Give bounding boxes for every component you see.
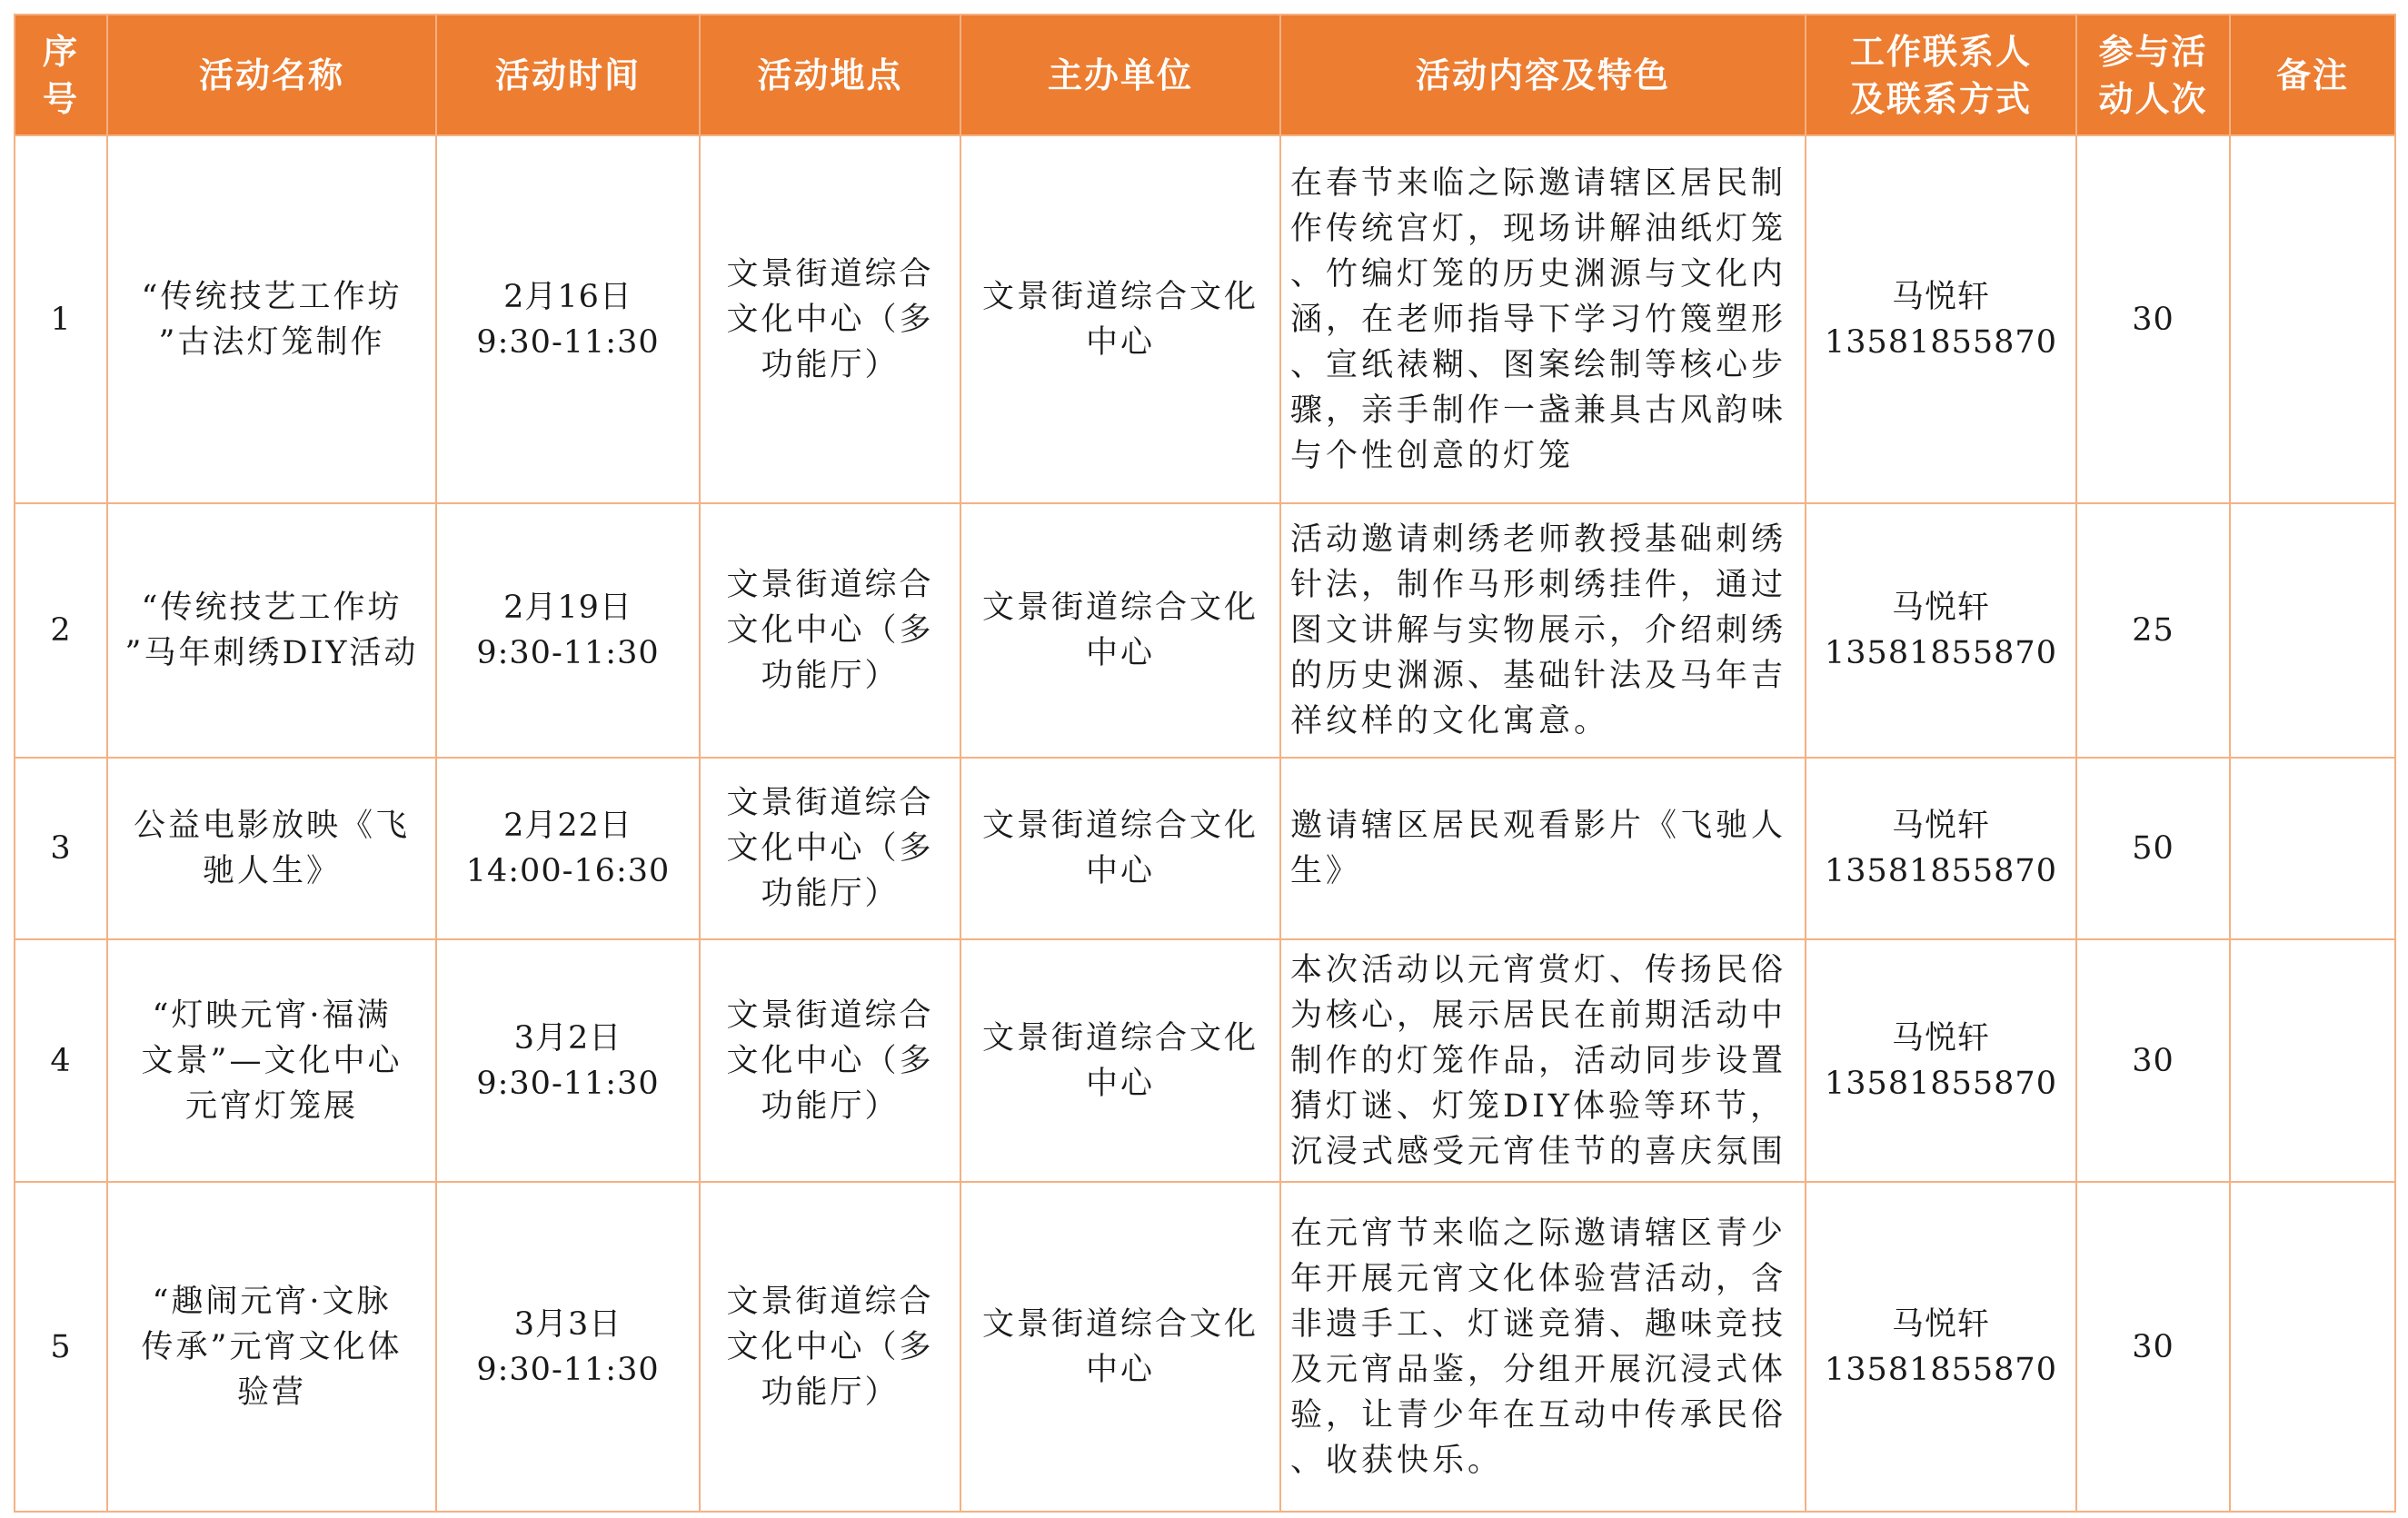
cell-contact-line: 13581855870 — [1825, 1351, 2057, 1388]
cell-activity-content-line: 生》 — [1290, 853, 1362, 889]
cell-organizer-line: 文景街道综合文化 — [981, 808, 1259, 844]
cell-activity-place-line: 文景街道综合 — [726, 997, 934, 1034]
activity-table — [14, 14, 2396, 1513]
cell-activity-name-line: “传统技艺工作坊 — [141, 590, 403, 626]
cell-activity-place-line: 文化中心（多 — [726, 1042, 934, 1079]
table-row — [15, 1182, 2395, 1512]
cell-contact-line: 马悦轩 — [1891, 1019, 1990, 1057]
cell-activity-place-line: 文化中心（多 — [726, 1328, 934, 1365]
cell-seq — [15, 135, 107, 503]
cell-activity-name-line: 验营 — [236, 1374, 306, 1411]
cell-activity-time-line: 14:00-16:30 — [465, 853, 671, 889]
cell-organizer — [960, 939, 1280, 1182]
cell-contact-line: 13581855870 — [1825, 853, 2057, 889]
cell-organizer-line: 文景街道综合文化 — [981, 590, 1259, 626]
activity-table-container — [14, 14, 2396, 1513]
cell-activity-place — [700, 758, 960, 939]
cell-activity-content-line: 作传统宫灯，现场讲解油纸灯笼 — [1290, 210, 1787, 247]
header-place — [700, 15, 960, 135]
cell-contact-line: 13581855870 — [1825, 323, 2057, 361]
cell-organizer-line: 中心 — [1085, 1065, 1155, 1102]
cell-contact — [1806, 758, 2076, 939]
cell-activity-content-line: 、竹编灯笼的历史渊源与文化内 — [1290, 255, 1787, 293]
cell-activity-name — [107, 135, 436, 503]
cell-activity-content — [1280, 135, 1806, 503]
cell-note — [2230, 1182, 2395, 1512]
cell-activity-name-line: “灯映元宵·福满 — [152, 997, 392, 1034]
header-content-text: 活动内容及特色 — [1415, 55, 1670, 95]
cell-activity-place-line: 功能厅） — [761, 1374, 900, 1411]
header-place-text: 活动地点 — [757, 55, 903, 95]
cell-organizer-line: 中心 — [1085, 323, 1155, 361]
header-contact-text: 及联系方式 — [1849, 78, 2032, 119]
cell-contact-line: 马悦轩 — [1891, 278, 1990, 315]
cell-participant-count-text: 30 — [2132, 1328, 2174, 1365]
cell-activity-content-line: 验，让青少年在互动中传承民俗 — [1290, 1396, 1787, 1434]
cell-seq-text: 2 — [50, 612, 72, 649]
cell-activity-place-line: 文景街道综合 — [726, 785, 934, 821]
cell-activity-name — [107, 1182, 436, 1512]
cell-activity-place — [700, 503, 960, 758]
cell-activity-time — [436, 503, 700, 758]
cell-contact-line: 马悦轩 — [1891, 590, 1990, 626]
cell-activity-place-line: 功能厅） — [761, 1087, 900, 1125]
cell-organizer — [960, 1182, 1280, 1512]
cell-activity-place-line: 文化中心（多 — [726, 301, 934, 338]
cell-activity-place-line: 文化中心（多 — [726, 830, 934, 867]
cell-activity-name-line: “趣闹元宵·文脉 — [152, 1283, 392, 1320]
cell-participant-count — [2076, 503, 2230, 758]
cell-participant-count-text: 30 — [2132, 1042, 2174, 1079]
cell-activity-content-line: 在春节来临之际邀请辖区居民制 — [1290, 164, 1787, 202]
cell-activity-time — [436, 758, 700, 939]
cell-note — [2230, 503, 2395, 758]
cell-activity-time-line: 3月3日 — [513, 1305, 622, 1343]
cell-activity-content-line: 为核心，展示居民在前期活动中 — [1290, 997, 1787, 1034]
cell-activity-content-line: 沉浸式感受元宵佳节的喜庆氛围 — [1290, 1133, 1787, 1170]
header-contact — [1806, 15, 2076, 135]
cell-activity-content-line: 在元宵节来临之际邀请辖区青少 — [1290, 1215, 1787, 1252]
header-content — [1280, 15, 1806, 135]
cell-activity-time-line: 3月2日 — [513, 1019, 622, 1057]
cell-activity-name — [107, 758, 436, 939]
cell-activity-time — [436, 939, 700, 1182]
cell-activity-time-line: 2月19日 — [503, 590, 632, 626]
cell-activity-content-line: 与个性创意的灯笼 — [1290, 437, 1575, 474]
cell-activity-content-line: 的历史渊源、基础针法及马年吉 — [1290, 658, 1787, 694]
cell-activity-content-line: 年开展元宵文化体验营活动，含 — [1290, 1260, 1787, 1297]
header-name-text: 活动名称 — [198, 55, 344, 95]
cell-activity-name-line: 文景”—文化中心 — [141, 1042, 403, 1079]
cell-activity-time-line: 2月16日 — [503, 278, 632, 315]
cell-activity-name-line: ”马年刺绣DIY活动 — [124, 635, 419, 671]
table-row — [15, 503, 2395, 758]
cell-activity-name-line: 元宵灯笼展 — [184, 1087, 358, 1125]
cell-activity-time-line: 9:30-11:30 — [476, 323, 660, 361]
header-note — [2230, 15, 2395, 135]
cell-activity-name — [107, 503, 436, 758]
cell-organizer-line: 文景街道综合文化 — [981, 1019, 1259, 1057]
cell-organizer — [960, 503, 1280, 758]
header-time-text: 活动时间 — [494, 55, 641, 95]
cell-seq-text: 3 — [50, 830, 72, 867]
cell-participant-count — [2076, 939, 2230, 1182]
cell-participant-count-text: 25 — [2132, 612, 2174, 649]
cell-note — [2230, 758, 2395, 939]
cell-organizer-line: 文景街道综合文化 — [981, 278, 1259, 315]
cell-contact — [1806, 1182, 2076, 1512]
header-note-text: 备注 — [2275, 55, 2349, 95]
cell-activity-name-line: “传统技艺工作坊 — [141, 278, 403, 315]
cell-activity-content-line: 制作的灯笼作品，活动同步设置 — [1290, 1042, 1787, 1079]
cell-activity-content-line: 及元宵品鉴，分组开展沉浸式体 — [1290, 1351, 1787, 1388]
cell-activity-time-line: 9:30-11:30 — [476, 1065, 660, 1102]
cell-activity-content-line: 骤，亲手制作一盏兼具古风韵味 — [1290, 392, 1787, 429]
cell-contact — [1806, 939, 2076, 1182]
header-time — [436, 15, 700, 135]
table-row — [15, 939, 2395, 1182]
cell-activity-time-line: 9:30-11:30 — [476, 1351, 660, 1388]
cell-contact-line: 13581855870 — [1825, 635, 2057, 671]
table-header-row — [15, 15, 2395, 135]
cell-contact-line: 马悦轩 — [1891, 808, 1990, 844]
header-count-text: 动人次 — [2098, 78, 2208, 119]
cell-activity-place-line: 文景街道综合 — [726, 567, 934, 603]
cell-activity-content-line: 邀请辖区居民观看影片《飞驰人 — [1290, 808, 1787, 844]
cell-activity-content-line: 针法，制作马形刺绣挂件，通过 — [1290, 567, 1787, 603]
cell-seq-text: 1 — [50, 301, 72, 338]
header-name — [107, 15, 436, 135]
cell-activity-content-line: 猜灯谜、灯笼DIY体验等环节， — [1290, 1087, 1786, 1125]
cell-activity-name-line: ”古法灯笼制作 — [158, 323, 385, 361]
cell-activity-place-line: 文景街道综合 — [726, 255, 934, 293]
cell-activity-place — [700, 135, 960, 503]
cell-activity-content — [1280, 939, 1806, 1182]
cell-organizer-line: 中心 — [1085, 635, 1155, 671]
cell-seq — [15, 758, 107, 939]
cell-activity-time — [436, 135, 700, 503]
cell-activity-content-line: 、收获快乐。 — [1290, 1442, 1504, 1479]
cell-note — [2230, 135, 2395, 503]
cell-participant-count — [2076, 758, 2230, 939]
cell-activity-content-line: 、宣纸裱糊、图案绘制等核心步 — [1290, 346, 1787, 383]
cell-activity-time — [436, 1182, 700, 1512]
cell-organizer-line: 中心 — [1085, 1351, 1155, 1388]
cell-activity-place — [700, 939, 960, 1182]
cell-organizer-line: 文景街道综合文化 — [981, 1305, 1259, 1343]
cell-contact — [1806, 135, 2076, 503]
header-seq-text: 号 — [42, 78, 79, 119]
cell-participant-count — [2076, 1182, 2230, 1512]
cell-seq-text: 5 — [50, 1328, 72, 1365]
cell-activity-time-line: 2月22日 — [503, 808, 632, 844]
cell-participant-count-text: 30 — [2132, 301, 2174, 338]
table-row — [15, 135, 2395, 503]
cell-activity-place-line: 文景街道综合 — [726, 1283, 934, 1320]
cell-activity-name-line: 传承”元宵文化体 — [141, 1328, 403, 1365]
cell-note — [2230, 939, 2395, 1182]
header-seq-text: 序 — [42, 31, 79, 72]
cell-contact — [1806, 503, 2076, 758]
cell-seq — [15, 939, 107, 1182]
cell-seq — [15, 1182, 107, 1512]
cell-activity-place-line: 功能厅） — [761, 658, 900, 694]
cell-organizer — [960, 135, 1280, 503]
header-contact-text: 工作联系人 — [1849, 31, 2032, 72]
cell-activity-place-line: 功能厅） — [761, 876, 900, 912]
cell-activity-name-line: 驰人生》 — [202, 853, 341, 889]
cell-activity-content — [1280, 503, 1806, 758]
cell-activity-content-line: 活动邀请刺绣老师教授基础刺绣 — [1290, 521, 1787, 558]
cell-seq-text: 4 — [50, 1042, 72, 1079]
cell-activity-name-line: 公益电影放映《飞 — [133, 808, 410, 844]
table-row — [15, 758, 2395, 939]
cell-seq — [15, 503, 107, 758]
header-seq — [15, 15, 107, 135]
cell-activity-content — [1280, 1182, 1806, 1512]
cell-activity-name — [107, 939, 436, 1182]
header-organizer-text: 主办单位 — [1047, 55, 1193, 95]
cell-activity-content-line: 非遗手工、灯谜竞猜、趣味竞技 — [1290, 1305, 1787, 1343]
cell-contact-line: 马悦轩 — [1891, 1305, 1990, 1343]
cell-activity-place-line: 文化中心（多 — [726, 612, 934, 649]
cell-activity-content-line: 本次活动以元宵赏灯、传扬民俗 — [1290, 951, 1787, 988]
cell-activity-time-line: 9:30-11:30 — [476, 635, 660, 671]
cell-organizer-line: 中心 — [1085, 853, 1155, 889]
cell-participant-count — [2076, 135, 2230, 503]
cell-contact-line: 13581855870 — [1825, 1065, 2057, 1102]
cell-activity-place — [700, 1182, 960, 1512]
cell-activity-content-line: 图文讲解与实物展示，介绍刺绣 — [1290, 612, 1787, 649]
header-count — [2076, 15, 2230, 135]
table-body — [15, 135, 2395, 1512]
cell-activity-content-line: 祥纹样的文化寓意。 — [1290, 703, 1610, 739]
cell-activity-content — [1280, 758, 1806, 939]
cell-activity-place-line: 功能厅） — [761, 346, 900, 383]
header-count-text: 参与活 — [2098, 31, 2208, 72]
cell-organizer — [960, 758, 1280, 939]
header-organizer — [960, 15, 1280, 135]
cell-participant-count-text: 50 — [2132, 830, 2174, 867]
cell-activity-content-line: 涵，在老师指导下学习竹篾塑形 — [1290, 301, 1787, 338]
